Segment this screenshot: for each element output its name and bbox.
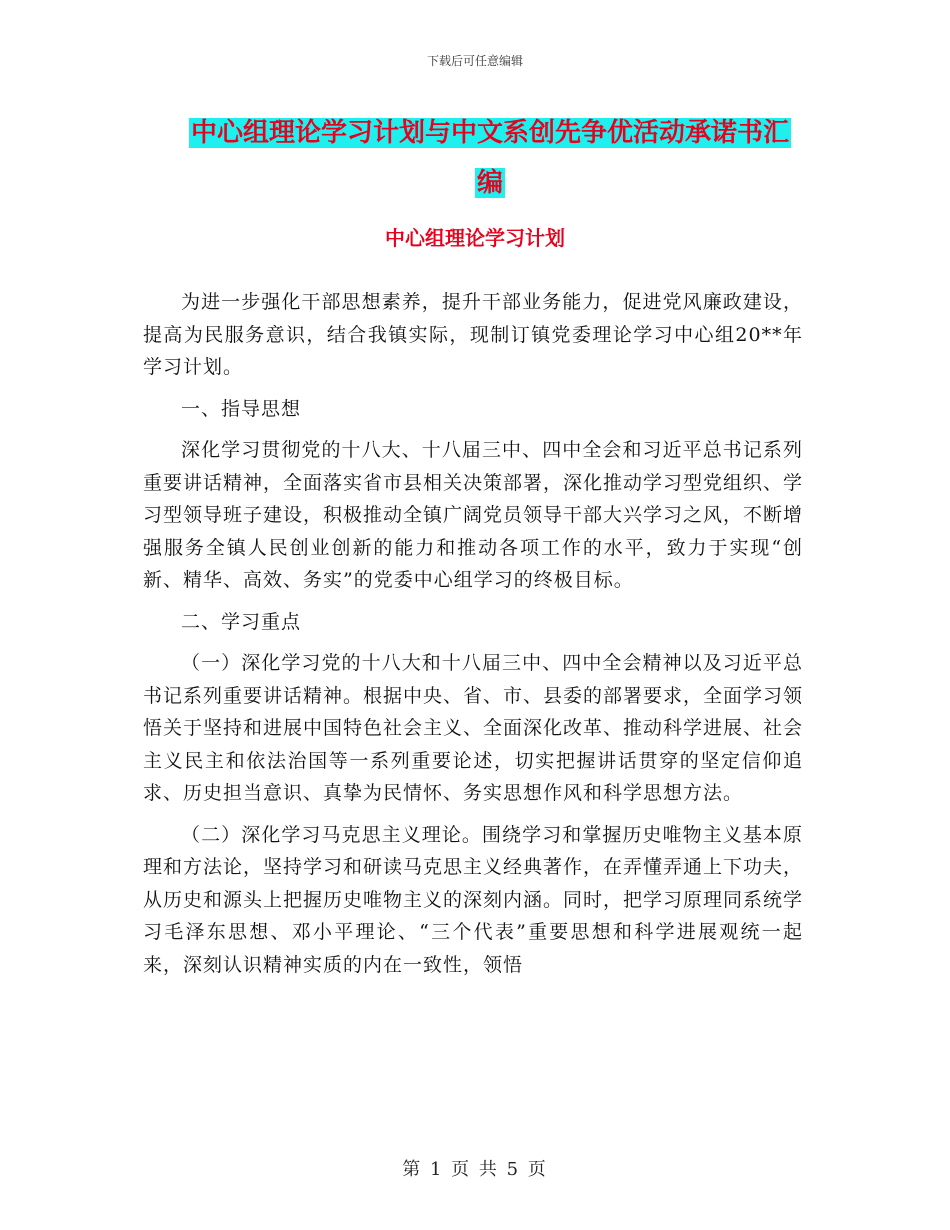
- document-title: [145, 108, 835, 208]
- section-title: 中心组理论学习计划: [385, 226, 565, 250]
- heading-guiding-ideology: 一、指导思想: [181, 397, 302, 420]
- paragraph-intro: 为进一步强化干部思想素养，提升干部业务能力，促进党风廉政建设，提高为民服务意识，结合我镇实际，现制订镇党委理论学习中心组20**年学习计划。: [143, 291, 803, 378]
- paragraph-focus-2: （二）深化学习马克思主义理论。围绕学习和掌握历史唯物主义基本原理和方法论，坚持学习和研读马克思主义经典著作，在弄懂弄通上下功夫，从历史和源头上把握历史唯物主义的深刻内涵。同时，把学习原理同系统学习毛泽东思想、邓小平理论、“三个代表”重要思想和科学进展观统一起来，深刻认识精神实质的内在一致性，领悟: [143, 823, 804, 976]
- document-body: [143, 286, 803, 990]
- document-title-line2: 编: [476, 168, 503, 198]
- page-footer: 第 1 页 共 5 页: [402, 1159, 548, 1180]
- document-title-line1: 中心组理论学习计划与中文系创先争优活动承诺书汇: [190, 118, 789, 148]
- header-note: 下载后可任意编辑: [426, 54, 523, 68]
- paragraph-guiding-ideology: 深化学习贯彻党的十八大、十八届三中、四中全会和习近平总书记系列重要讲话精神，全面落实省市县相关决策部署，深化推动学习型党组织、学习型领导班子建设，积极推动全镇广阔党员领导干部大兴学习之风，不断增强服务全镇人民创业创新的能力和推动各项工作的水平，致力于实现“创新、精华、高效、务实”的党委中心组学习的终极目标。: [143, 439, 804, 591]
- paragraph-focus-1: （一）深化学习党的十八大和十八届三中、四中全会精神以及习近平总书记系列重要讲话精神。根据中央、省、市、县委的部署要求，全面学习领悟关于坚持和进展中国特色社会主义、全面深化改革、推动科学进展、社会主义民主和依法治国等一系列重要论述，切实把握讲话贯穿的坚定信仰追求、历史担当意识、真挚为民情怀、务实思想作风和科学思想方法。: [143, 652, 804, 804]
- heading-study-focus: 二、学习重点: [181, 610, 302, 633]
